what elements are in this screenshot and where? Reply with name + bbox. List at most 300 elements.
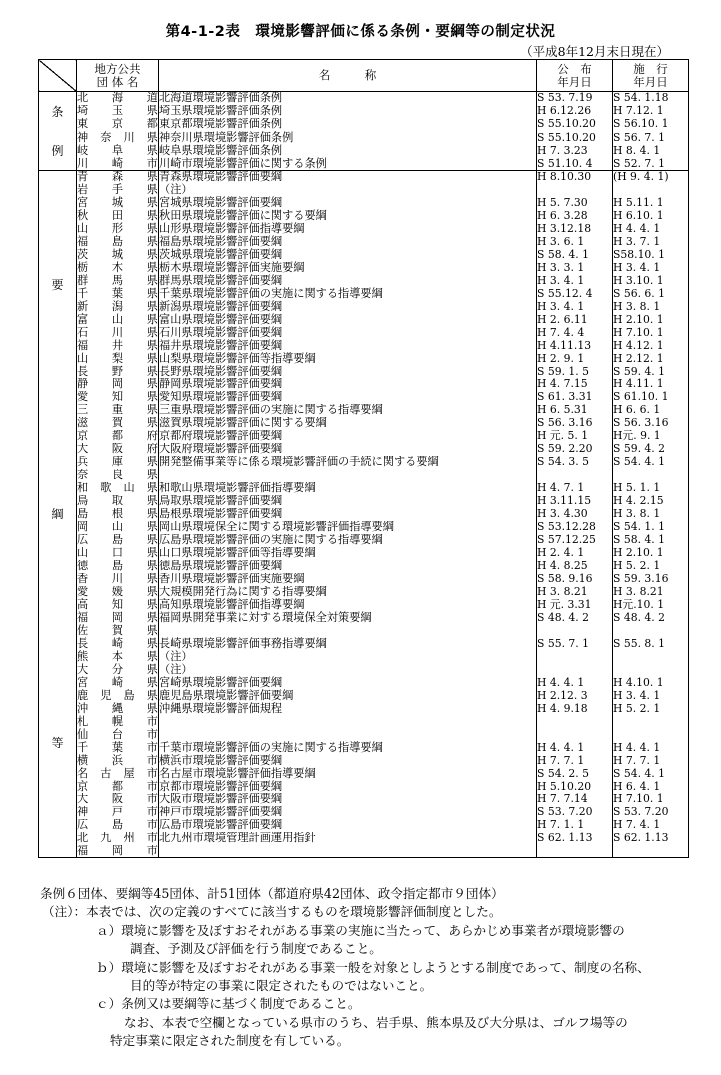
entity-cell: 宮城県 — [77, 196, 158, 209]
entity-cell: 高知県 — [77, 598, 158, 611]
entity-cell: 横浜市 — [77, 754, 158, 767]
name-cell: 埼玉県環境影響評価条例 — [159, 105, 537, 118]
effective-date-cell: H 3.10. 1 — [613, 274, 664, 287]
entity-cell: 長崎県 — [77, 637, 158, 650]
name-cell: 滋賀県環境影響評価に関する要綱 — [159, 417, 537, 430]
table-row — [39, 430, 689, 443]
table-row — [39, 378, 689, 391]
entity-cell: 東京都 — [77, 117, 158, 131]
enacted-date-cell: S 55.12. 4 — [537, 287, 613, 300]
table-row — [39, 196, 689, 209]
name-cell: 栃木県環境影響評価実施要綱 — [159, 261, 537, 274]
name-cell: 和歌山県環境影響評価指導要綱 — [159, 482, 537, 495]
effective-date-cell: H 6. 4. 1 — [613, 780, 661, 793]
effective-date-cell: H 4.10. 1 — [613, 676, 664, 689]
effective-date-cell: S 58. 4. 1 — [613, 533, 666, 547]
enacted-date-cell: S 61. 3.31 — [537, 391, 613, 404]
entity-cell: 青森県 — [77, 170, 158, 184]
name-cell: 石川県環境影響評価要綱 — [159, 326, 537, 339]
enacted-date-cell: H 6. 3.28 — [537, 209, 613, 222]
name-cell: 山形県環境影響評価指導要綱 — [159, 222, 537, 235]
entity-cell: 愛知県 — [77, 390, 158, 404]
enacted-date-cell: S 55.10.20 — [537, 131, 613, 144]
enacted-date-cell: H 3. 8.21 — [537, 586, 613, 599]
effective-date-cell: S 62. 1.13 — [613, 831, 669, 845]
category-char: 条 — [51, 104, 64, 119]
entity-cell: 大分県 — [77, 663, 158, 676]
effective-date-cell — [613, 183, 689, 196]
notes-item-b: ｂ）環境に影響を及ぼすおそれがある事業一般を対象としようとする制度であって、制度の名称、 — [96, 959, 650, 975]
entity-cell: 長野県 — [77, 365, 158, 378]
effective-date-cell: H 5. 2. 1 — [613, 559, 661, 573]
enacted-date-cell: H 3. 3. 1 — [537, 261, 613, 274]
enacted-date-cell: S 58. 9.16 — [537, 573, 613, 586]
page-title: 第4-1-2表 環境影響評価に係る条例・要綱等の制定状況 — [165, 24, 556, 40]
name-cell: 東京都環境影響評価条例 — [159, 118, 537, 131]
table-row — [39, 287, 689, 300]
category-cell — [39, 171, 77, 858]
category-char: 等 — [51, 735, 64, 750]
name-cell: 京都府環境影響評価要綱 — [159, 430, 537, 443]
enacted-date-cell: H 4. 7. 1 — [537, 482, 613, 495]
notes-item-a-cont: 調査、予測及び評価を行う制度であること。 — [130, 941, 382, 957]
table-row — [39, 352, 689, 365]
table-row — [39, 663, 689, 676]
enacted-date-cell — [537, 715, 613, 728]
enacted-date-cell: S 62. 1.13 — [537, 832, 613, 845]
entity-cell: 山梨県 — [77, 352, 158, 365]
name-cell: 愛知県環境影響評価要綱 — [159, 391, 537, 404]
entity-cell: 山形県 — [77, 222, 158, 235]
as-of-date: （平成8年12月末日現在） — [520, 44, 669, 59]
entity-cell: 京都市 — [77, 780, 158, 793]
enacted-date-cell: H 4. 8.25 — [537, 560, 613, 573]
enacted-date-cell: H 3. 6. 1 — [537, 235, 613, 248]
effective-date-cell: S 54. 1.18 — [613, 91, 669, 105]
name-cell: 香川県環境影響評価実施要綱 — [159, 573, 537, 586]
effective-date-cell: S 54. 4. 1 — [613, 455, 666, 469]
name-cell — [159, 845, 537, 858]
entity-cell: 栃木県 — [77, 261, 158, 274]
entity-cell: 名古屋市 — [77, 767, 158, 780]
enacted-date-cell: S 54. 2. 5 — [537, 767, 613, 780]
name-cell: 川崎市環境影響評価に関する条例 — [159, 157, 537, 170]
effective-date-cell: S58.10. 1 — [613, 248, 666, 261]
enacted-date-cell: H 元. 3.31 — [537, 598, 613, 611]
enacted-date-cell: H 7. 3.23 — [537, 144, 613, 157]
name-cell: 群馬県環境影響評価要綱 — [159, 274, 537, 287]
table-row — [39, 391, 689, 404]
entity-cell: 香川県 — [77, 572, 158, 586]
entity-cell: 広島県 — [77, 533, 158, 547]
name-cell: 北海道環境影響評価条例 — [159, 92, 537, 105]
enacted-date-cell: S 56. 3.16 — [537, 417, 613, 430]
name-cell: 神奈川県環境影響評価条例 — [159, 131, 537, 144]
enacted-date-cell: H 7. 7. 1 — [537, 754, 613, 767]
name-cell: 山梨県環境影響評価等指導要綱 — [159, 352, 537, 365]
entity-cell: 熊本県 — [77, 650, 158, 663]
table-row — [39, 573, 689, 586]
effective-date-cell: H 4. 2.15 — [613, 494, 664, 508]
name-cell: 福岡県開発事業に対する環境保全対策要綱 — [159, 611, 537, 624]
effective-date-cell: S 56. 6. 1 — [613, 287, 666, 300]
notes-definition: （注）：本表では、次の定義のすべてに該当するものを環境影響評価制度とした。 — [42, 904, 502, 920]
table-row — [39, 261, 689, 274]
name-cell: 長野県環境影響評価要綱 — [159, 365, 537, 378]
enacted-date-cell: H 4. 4. 1 — [537, 676, 613, 689]
effective-date-cell: S 55. 8. 1 — [613, 637, 666, 650]
effective-date-cell — [613, 663, 689, 676]
enacted-date-cell: S 55.10.20 — [537, 118, 613, 131]
name-cell: 千葉県環境影響評価の実施に関する指導要綱 — [159, 287, 537, 300]
enacted-date-cell: H 4. 9.18 — [537, 702, 613, 715]
table-row — [39, 404, 689, 417]
notes-remark: なお、本表で空欄となっている県市のうち、岩手県、熊本県及び大分県は、ゴルフ場等の — [124, 1014, 628, 1030]
enacted-date-cell — [537, 650, 613, 663]
effective-date-cell: H 3. 4. 1 — [613, 261, 661, 274]
enacted-date-cell: H 3.11.15 — [537, 495, 613, 508]
effective-date-cell: S 59. 3.16 — [613, 572, 669, 586]
entity-cell: 滋賀県 — [77, 416, 158, 430]
table-row — [39, 118, 689, 131]
effective-date-cell: H 7. 7. 1 — [613, 754, 661, 767]
name-cell: 北九州市環境管理計画運用指針 — [159, 832, 537, 845]
name-cell: 山口県環境影響評価等指導要綱 — [159, 547, 537, 560]
name-cell — [159, 624, 537, 637]
header-entity: 地方公共 団 体 名 — [77, 60, 159, 92]
notes-remark-cont: 特定事業に限定された制度を有している。 — [110, 1033, 350, 1049]
enacted-date-cell: H 3. 4. 1 — [537, 300, 613, 313]
name-cell: 福島県環境影響評価要綱 — [159, 235, 537, 248]
table-row — [39, 754, 689, 767]
enacted-date-cell: S 53.12.28 — [537, 521, 613, 534]
name-cell: 青森県環境影響評価要綱 — [159, 171, 537, 184]
entity-cell: 広島市 — [77, 818, 158, 832]
enacted-date-cell: H 4. 7.15 — [537, 378, 613, 391]
entity-cell: 鹿児島県 — [77, 689, 158, 702]
enacted-date-cell — [537, 469, 613, 482]
name-cell: （注） — [159, 183, 537, 196]
effective-date-cell — [613, 715, 689, 728]
enacted-date-cell: H 7. 4. 4 — [537, 326, 613, 339]
effective-date-cell: H 3. 8. 1 — [613, 507, 661, 521]
table-row — [39, 495, 689, 508]
entity-cell: 鳥取県 — [77, 494, 158, 508]
name-cell: 鳥取県環境影響評価要綱 — [159, 495, 537, 508]
table-row — [39, 300, 689, 313]
table-header-row — [39, 60, 689, 92]
entity-cell: 神奈川県 — [77, 130, 158, 144]
effective-date-cell: H 3. 8. 1 — [613, 300, 661, 313]
enacted-date-cell: H 6.12.26 — [537, 105, 613, 118]
enacted-date-cell — [537, 624, 613, 637]
effective-date-cell — [613, 469, 689, 482]
table-row — [39, 248, 689, 261]
entity-cell: 千葉県 — [77, 287, 158, 300]
effective-date-cell: H 2.10. 1 — [613, 546, 664, 560]
table-row — [39, 92, 689, 105]
table-row — [39, 326, 689, 339]
name-cell — [159, 469, 537, 482]
entity-cell: 徳島県 — [77, 559, 158, 573]
table-row — [39, 469, 689, 482]
entity-cell: 島根県 — [77, 507, 158, 521]
enacted-date-cell: H 6. 5.31 — [537, 404, 613, 417]
table-row — [39, 767, 689, 780]
enacted-date-cell: H 2. 6.11 — [537, 313, 613, 326]
table-row — [39, 131, 689, 144]
entity-cell: 秋田県 — [77, 209, 158, 222]
enacted-date-cell — [537, 183, 613, 196]
name-cell: 大阪府環境影響評価要綱 — [159, 443, 537, 456]
enacted-date-cell: H 7. 7.14 — [537, 793, 613, 806]
effective-date-cell: H 7. 4. 1 — [613, 818, 661, 832]
enacted-date-cell: H 元. 5. 1 — [537, 430, 613, 443]
header-corner-cell — [39, 60, 77, 92]
effective-date-cell: S 56. 7. 1 — [613, 130, 666, 144]
enacted-date-cell: H 2.12. 3 — [537, 689, 613, 702]
enacted-date-cell: H 4.11.13 — [537, 339, 613, 352]
notes-item-a: ａ）環境に影響を及ぼすおそれがある事業の実施に当たって、あらかじめ事業者が環境影響の — [96, 922, 625, 938]
name-cell: 千葉市環境影響評価の実施に関する指導要綱 — [159, 741, 537, 754]
name-cell: 秋田県環境影響評価に関する要綱 — [159, 209, 537, 222]
entity-cell: 北九州市 — [77, 831, 158, 845]
effective-date-cell: H 6. 6. 1 — [613, 403, 661, 417]
table-row — [39, 144, 689, 157]
name-cell: 島根県環境影響評価要綱 — [159, 508, 537, 521]
enacted-date-cell: H 5.10.20 — [537, 780, 613, 793]
table-row — [39, 209, 689, 222]
effective-date-cell: H 4. 4. 1 — [613, 222, 661, 235]
enacted-date-cell — [537, 663, 613, 676]
table-row — [39, 676, 689, 689]
name-cell: 静岡県環境影響評価要綱 — [159, 378, 537, 391]
effective-date-cell: S 48. 4. 2 — [613, 611, 666, 624]
table-row — [39, 482, 689, 495]
effective-date-cell: S 53. 7.20 — [613, 805, 669, 819]
name-cell: 名古屋市環境影響評価指導要綱 — [159, 767, 537, 780]
effective-date-cell: H 8. 4. 1 — [613, 144, 661, 157]
enacted-date-cell: S 59. 1. 5 — [537, 365, 613, 378]
name-cell: 福井県環境影響評価要綱 — [159, 339, 537, 352]
table-row — [39, 339, 689, 352]
entity-cell: 愛媛県 — [77, 585, 158, 598]
entity-cell: 山口県 — [77, 546, 158, 560]
name-cell: 鹿児島県環境影響評価要綱 — [159, 689, 537, 702]
table-row — [39, 806, 689, 819]
entity-cell: 福岡県 — [77, 611, 158, 624]
entity-cell: 大阪府 — [77, 442, 158, 456]
table-row — [39, 365, 689, 378]
enacted-date-cell: S 53. 7.20 — [537, 806, 613, 819]
entity-cell: 茨城県 — [77, 248, 158, 261]
entity-cell: 新潟県 — [77, 300, 158, 313]
name-cell: 茨城県環境影響評価要綱 — [159, 248, 537, 261]
table-row — [39, 508, 689, 521]
name-cell: 三重県環境影響評価の実施に関する指導要綱 — [159, 404, 537, 417]
enacted-date-cell: H 3. 4.30 — [537, 508, 613, 521]
name-cell: 京都市環境影響評価要綱 — [159, 780, 537, 793]
table-row — [39, 845, 689, 858]
name-cell: 沖縄県環境影響評価規程 — [159, 702, 537, 715]
table-row — [39, 560, 689, 573]
table-row — [39, 728, 689, 741]
table-row — [39, 313, 689, 326]
enacted-date-cell: S 51.10. 4 — [537, 157, 613, 170]
name-cell: 広島市環境影響評価要綱 — [159, 819, 537, 832]
guideline-group — [39, 171, 689, 858]
entity-cell: 千葉市 — [77, 741, 158, 754]
name-cell: 神戸市環境影響評価要綱 — [159, 806, 537, 819]
notes-item-b-cont: 目的等が特定の事業に限定されたものではないこと。 — [130, 978, 433, 994]
table-row — [39, 793, 689, 806]
name-cell: （注） — [159, 663, 537, 676]
table-row — [39, 702, 689, 715]
ordinance-group — [39, 92, 689, 171]
effective-date-cell — [613, 650, 689, 663]
entity-cell: 札幌市 — [77, 715, 158, 728]
table-row — [39, 624, 689, 637]
effective-date-cell: H元. 9. 1 — [613, 429, 661, 443]
effective-date-cell: H 7.12. 1 — [613, 104, 664, 118]
table-row — [39, 780, 689, 793]
name-cell: 岡山県環境保全に関する環境影響評価指導要綱 — [159, 521, 537, 534]
enacted-date-cell: H 3.12.18 — [537, 222, 613, 235]
ordinance-table — [38, 59, 689, 858]
entity-cell: 兵庫県 — [77, 455, 158, 469]
header-effective: 施 行 年月日 — [613, 60, 689, 92]
entity-cell: 川崎市 — [77, 157, 158, 170]
name-cell: 開発整備事業等に係る環境影響評価の手続に関する要綱 — [159, 456, 537, 469]
effective-date-cell: S 54. 1. 1 — [613, 520, 666, 534]
entity-cell: 沖縄県 — [77, 702, 158, 715]
enacted-date-cell: S 55. 7. 1 — [537, 637, 613, 650]
name-cell: 大規模開発行為に関する指導要綱 — [159, 586, 537, 599]
category-cell — [39, 92, 77, 171]
effective-date-cell: S 56. 3.16 — [613, 416, 669, 430]
table-row — [39, 443, 689, 456]
entity-cell: 石川県 — [77, 326, 158, 339]
entity-cell: 福井県 — [77, 339, 158, 352]
enacted-date-cell — [537, 728, 613, 741]
table-row — [39, 105, 689, 118]
notes-item-c: ｃ）条例又は要綱等に基づく制度であること。 — [96, 996, 361, 1012]
table-row — [39, 157, 689, 170]
effective-date-cell: S 61.10. 1 — [613, 390, 669, 404]
table-row — [39, 274, 689, 287]
effective-date-cell: H 3. 7. 1 — [613, 235, 661, 248]
enacted-date-cell: S 58. 4. 1 — [537, 248, 613, 261]
enacted-date-cell: S 59. 2.20 — [537, 443, 613, 456]
enacted-date-cell: H 4. 4. 1 — [537, 741, 613, 754]
enacted-date-cell: H 2. 4. 1 — [537, 547, 613, 560]
table-row — [39, 534, 689, 547]
effective-date-cell: S 59. 4. 1 — [613, 365, 666, 378]
entity-cell: 岡山県 — [77, 520, 158, 534]
effective-date-cell: H 4.11. 1 — [613, 378, 664, 391]
notes-summary: 条例６団体、要綱等45団体、計51団体（都道府県42団体、政令指定都市９団体） — [40, 886, 504, 901]
enacted-date-cell: S 54. 3. 5 — [537, 456, 613, 469]
name-cell: 宮崎県環境影響評価要綱 — [159, 676, 537, 689]
effective-date-cell — [613, 728, 689, 741]
table-row — [39, 183, 689, 196]
effective-date-cell: H 2.10. 1 — [613, 313, 664, 326]
table-row — [39, 456, 689, 469]
category-char: 要 — [51, 278, 64, 293]
entity-cell: 和歌山県 — [77, 481, 158, 495]
name-cell: 新潟県環境影響評価要綱 — [159, 300, 537, 313]
name-cell: 徳島県環境影響評価要綱 — [159, 560, 537, 573]
enacted-date-cell: H 5. 7.30 — [537, 196, 613, 209]
entity-cell: 福岡市 — [77, 844, 158, 858]
enacted-date-cell: H 2. 9. 1 — [537, 352, 613, 365]
table-row — [39, 222, 689, 235]
effective-date-cell: H 4. 4. 1 — [613, 741, 661, 754]
entity-cell: 神戸市 — [77, 805, 158, 819]
entity-cell: 仙台市 — [77, 728, 158, 741]
effective-date-cell: S 54. 4. 1 — [613, 767, 666, 780]
entity-cell: 三重県 — [77, 403, 158, 417]
effective-date-cell: H 2.12. 1 — [613, 352, 664, 365]
header-name: 名 称 — [159, 60, 537, 92]
category-char: 綱 — [51, 507, 64, 522]
effective-date-cell: S 56.10. 1 — [613, 117, 669, 131]
effective-date-cell: H 5. 1. 1 — [613, 481, 661, 495]
name-cell: 宮城県環境影響評価要綱 — [159, 196, 537, 209]
entity-cell: 静岡県 — [77, 378, 158, 391]
name-cell: 広島県環境影響評価の実施に関する指導要綱 — [159, 534, 537, 547]
effective-date-cell: H 5.11. 1 — [613, 196, 664, 209]
enacted-date-cell: H 7. 1. 1 — [537, 819, 613, 832]
table-row — [39, 819, 689, 832]
name-cell: （注） — [159, 650, 537, 663]
category-char: 例 — [51, 143, 64, 158]
effective-date-cell: H 6.10. 1 — [613, 209, 664, 222]
name-cell: 岐阜県環境影響評価条例 — [159, 144, 537, 157]
table-row — [39, 547, 689, 560]
effective-date-cell: H 3. 4. 1 — [613, 689, 661, 702]
effective-date-cell: H 7.10. 1 — [613, 793, 664, 806]
effective-date-cell: H 4.12. 1 — [613, 339, 664, 352]
effective-date-cell: S 52. 7. 1 — [613, 157, 689, 170]
table-row — [39, 598, 689, 611]
effective-date-cell — [613, 845, 689, 858]
table-row — [39, 586, 689, 599]
effective-date-cell: S 59. 4. 2 — [613, 442, 666, 456]
effective-date-cell: H 3. 8.21 — [613, 585, 664, 598]
effective-date-cell: (H 9. 4. 1) — [613, 170, 669, 184]
entity-cell: 宮崎県 — [77, 676, 158, 689]
table-row — [39, 417, 689, 430]
entity-cell: 佐賀県 — [77, 624, 158, 637]
effective-date-cell — [613, 624, 689, 637]
table-row — [39, 650, 689, 663]
entity-cell: 富山県 — [77, 313, 158, 326]
entity-cell: 北海道 — [77, 91, 158, 105]
entity-cell: 岐阜県 — [77, 144, 158, 157]
entity-cell: 京都府 — [77, 429, 158, 443]
enacted-date-cell: S 48. 4. 2 — [537, 611, 613, 624]
name-cell: 大阪市環境影響評価要綱 — [159, 793, 537, 806]
effective-date-cell: H 7.10. 1 — [613, 326, 664, 339]
name-cell: 横浜市環境影響評価要綱 — [159, 754, 537, 767]
enacted-date-cell — [537, 845, 613, 858]
enacted-date-cell: S 57.12.25 — [537, 534, 613, 547]
name-cell: 長崎県環境影響評価事務指導要綱 — [159, 637, 537, 650]
table-row — [39, 832, 689, 845]
table-row — [39, 741, 689, 754]
enacted-date-cell: S 53. 7.19 — [537, 92, 613, 105]
